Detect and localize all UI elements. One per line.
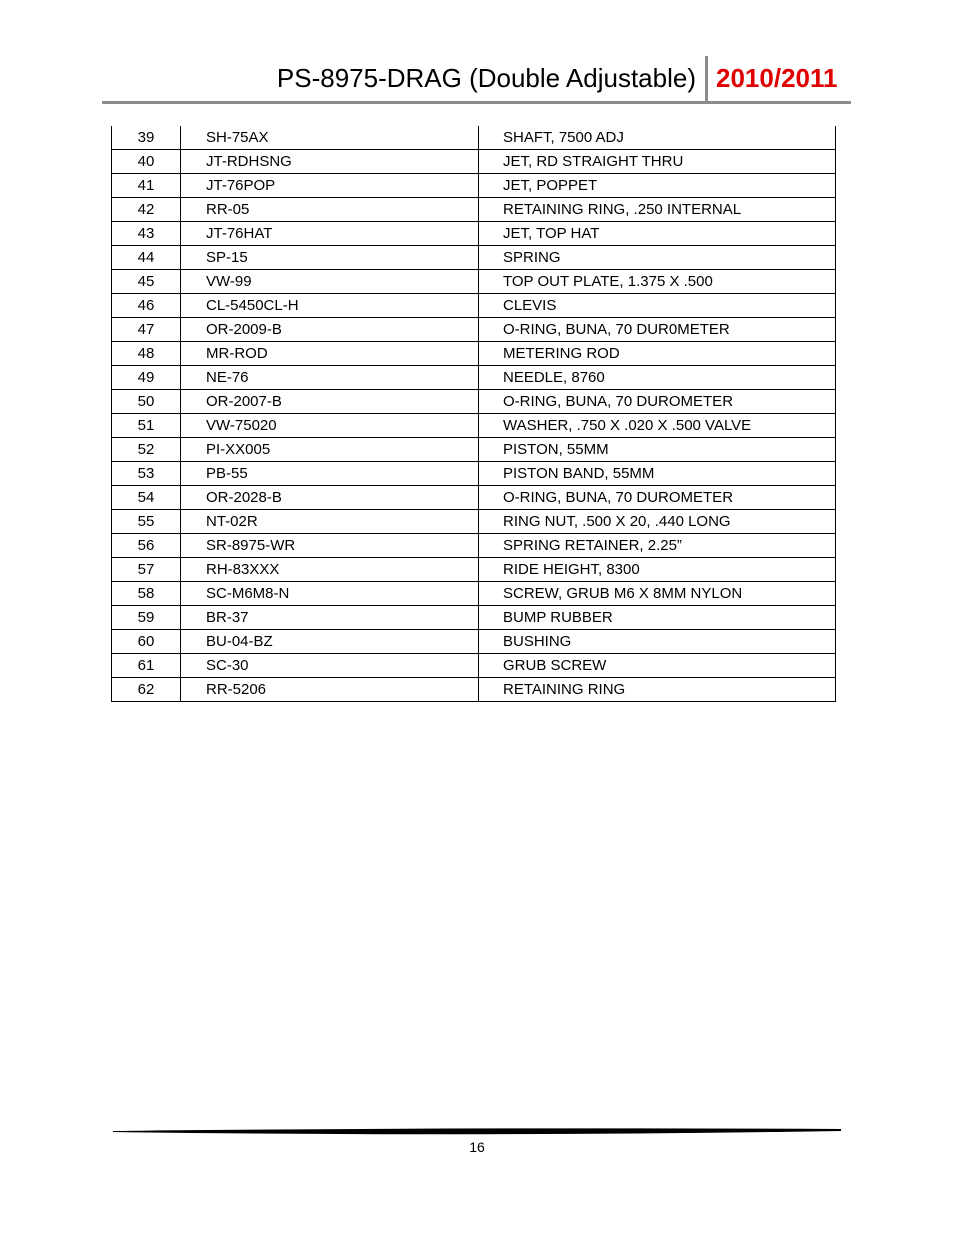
- page-number: 16: [469, 1139, 485, 1155]
- part-number-cell: BU-04-BZ: [181, 630, 479, 654]
- header-separator: [705, 56, 708, 102]
- document-title: PS-8975-DRAG (Double Adjustable): [276, 63, 696, 93]
- item-number-cell: 61: [112, 654, 181, 678]
- part-number-cell: SC-M6M8-N: [181, 582, 479, 606]
- part-number-cell: VW-75020: [181, 414, 479, 438]
- footer-rule: [113, 1128, 841, 1135]
- description-cell: RIDE HEIGHT, 8300: [479, 558, 836, 582]
- item-number-cell: 60: [112, 630, 181, 654]
- item-number-cell: 56: [112, 534, 181, 558]
- part-number-cell: JT-76POP: [181, 174, 479, 198]
- table-row: [112, 126, 836, 150]
- item-number-cell: 52: [112, 438, 181, 462]
- table-row: [112, 342, 836, 366]
- item-number-cell: 59: [112, 606, 181, 630]
- description-cell: WASHER, .750 X .020 X .500 VALVE: [479, 414, 836, 438]
- table-row: [112, 654, 836, 678]
- description-cell: SCREW, GRUB M6 X 8MM NYLON: [479, 582, 836, 606]
- description-cell: NEEDLE, 8760: [479, 366, 836, 390]
- description-cell: O-RING, BUNA, 70 DUROMETER: [479, 390, 836, 414]
- description-cell: RETAINING RING, .250 INTERNAL: [479, 198, 836, 222]
- document-year: 2010/2011: [716, 63, 838, 93]
- item-number-cell: 54: [112, 486, 181, 510]
- part-number-cell: SR-8975-WR: [181, 534, 479, 558]
- part-number-cell: OR-2028-B: [181, 486, 479, 510]
- parts-table: [111, 126, 836, 702]
- table-row: [112, 606, 836, 630]
- part-number-cell: PI-XX005: [181, 438, 479, 462]
- table-row: [112, 150, 836, 174]
- item-number-cell: 58: [112, 582, 181, 606]
- table-row: [112, 198, 836, 222]
- description-cell: JET, RD STRAIGHT THRU: [479, 150, 836, 174]
- part-number-cell: VW-99: [181, 270, 479, 294]
- item-number-cell: 49: [112, 366, 181, 390]
- table-row: [112, 366, 836, 390]
- item-number-cell: 62: [112, 678, 181, 702]
- table-row: [112, 558, 836, 582]
- item-number-cell: 51: [112, 414, 181, 438]
- description-cell: SPRING: [479, 246, 836, 270]
- table-row: [112, 582, 836, 606]
- item-number-cell: 44: [112, 246, 181, 270]
- part-number-cell: RH-83XXX: [181, 558, 479, 582]
- item-number-cell: 46: [112, 294, 181, 318]
- part-number-cell: OR-2007-B: [181, 390, 479, 414]
- table-row: [112, 630, 836, 654]
- table-row: [112, 438, 836, 462]
- item-number-cell: 47: [112, 318, 181, 342]
- item-number-cell: 45: [112, 270, 181, 294]
- description-cell: SHAFT, 7500 ADJ: [479, 126, 836, 150]
- table-row: [112, 414, 836, 438]
- part-number-cell: SH-75AX: [181, 126, 479, 150]
- description-cell: METERING ROD: [479, 342, 836, 366]
- part-number-cell: SP-15: [181, 246, 479, 270]
- table-row: [112, 534, 836, 558]
- part-number-cell: RR-05: [181, 198, 479, 222]
- table-row: [112, 390, 836, 414]
- table-row: [112, 318, 836, 342]
- description-cell: GRUB SCREW: [479, 654, 836, 678]
- parts-table-body: [112, 126, 836, 702]
- part-number-cell: CL-5450CL-H: [181, 294, 479, 318]
- part-number-cell: RR-5206: [181, 678, 479, 702]
- description-cell: JET, POPPET: [479, 174, 836, 198]
- table-row: [112, 678, 836, 702]
- item-number-cell: 48: [112, 342, 181, 366]
- item-number-cell: 39: [112, 126, 181, 150]
- description-cell: SPRING RETAINER, 2.25”: [479, 534, 836, 558]
- description-cell: BUMP RUBBER: [479, 606, 836, 630]
- table-row: [112, 270, 836, 294]
- table-row: [112, 510, 836, 534]
- description-cell: TOP OUT PLATE, 1.375 X .500: [479, 270, 836, 294]
- part-number-cell: MR-ROD: [181, 342, 479, 366]
- table-row: [112, 462, 836, 486]
- footer-rule-shape: [113, 1128, 841, 1134]
- part-number-cell: JT-76HAT: [181, 222, 479, 246]
- part-number-cell: JT-RDHSNG: [181, 150, 479, 174]
- part-number-cell: PB-55: [181, 462, 479, 486]
- item-number-cell: 50: [112, 390, 181, 414]
- part-number-cell: SC-30: [181, 654, 479, 678]
- table-row: [112, 222, 836, 246]
- part-number-cell: BR-37: [181, 606, 479, 630]
- header-rule: [102, 101, 851, 104]
- item-number-cell: 57: [112, 558, 181, 582]
- description-cell: O-RING, BUNA, 70 DUROMETER: [479, 486, 836, 510]
- description-cell: PISTON BAND, 55MM: [479, 462, 836, 486]
- description-cell: CLEVIS: [479, 294, 836, 318]
- item-number-cell: 42: [112, 198, 181, 222]
- description-cell: RETAINING RING: [479, 678, 836, 702]
- part-number-cell: NE-76: [181, 366, 479, 390]
- table-row: [112, 246, 836, 270]
- part-number-cell: NT-02R: [181, 510, 479, 534]
- item-number-cell: 55: [112, 510, 181, 534]
- item-number-cell: 41: [112, 174, 181, 198]
- part-number-cell: OR-2009-B: [181, 318, 479, 342]
- description-cell: PISTON, 55MM: [479, 438, 836, 462]
- page-header: [102, 52, 851, 104]
- description-cell: JET, TOP HAT: [479, 222, 836, 246]
- item-number-cell: 53: [112, 462, 181, 486]
- table-row: [112, 294, 836, 318]
- table-row: [112, 486, 836, 510]
- description-cell: BUSHING: [479, 630, 836, 654]
- item-number-cell: 43: [112, 222, 181, 246]
- description-cell: RING NUT, .500 X 20, .440 LONG: [479, 510, 836, 534]
- table-row: [112, 174, 836, 198]
- description-cell: O-RING, BUNA, 70 DUR0METER: [479, 318, 836, 342]
- item-number-cell: 40: [112, 150, 181, 174]
